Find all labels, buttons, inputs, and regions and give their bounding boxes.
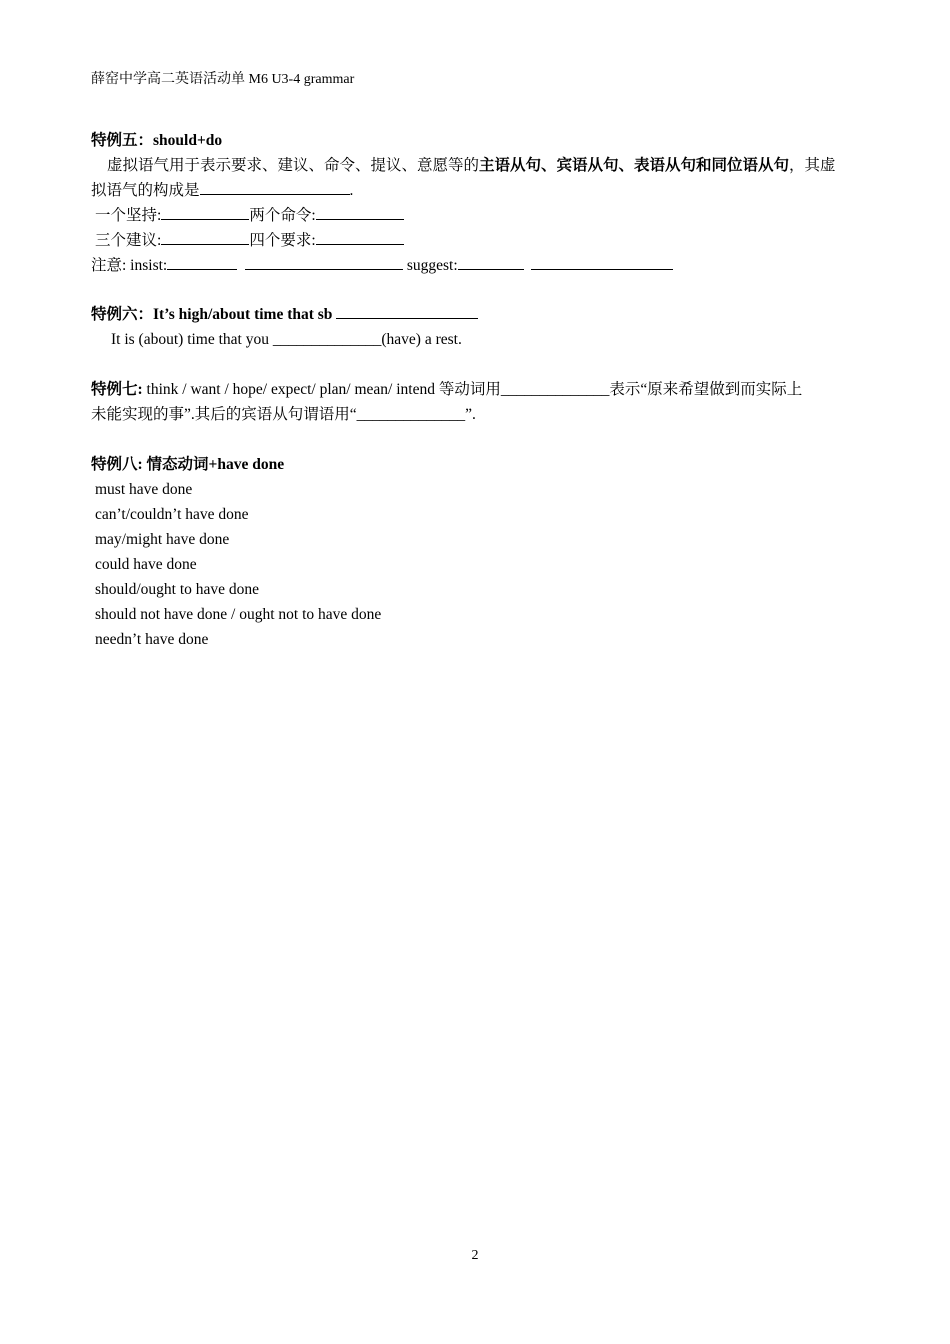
section-seven-text: 未能实现的事”.其后的宾语从句谓语用“ [91, 406, 357, 423]
section-six-title [91, 302, 861, 327]
list-item: could have done [95, 556, 197, 573]
page-header: 薛窑中学高二英语活动单 M6 U3-4 grammar [91, 72, 355, 87]
section-seven-text-end: 表示“原来希望做到而实际上 [609, 381, 803, 398]
list-item: may/might have done [95, 531, 230, 548]
paragraph-text-end: ，其虚 [789, 157, 836, 174]
label-suggest-count: 三个建议: [95, 232, 162, 249]
label-note-suggest: suggest: [406, 257, 458, 274]
example-text: It is (about) time that you [111, 331, 273, 348]
answer-blank[interactable] [161, 205, 249, 220]
paragraph-bold-text: 主语从句、宾语从句、表语从句和同位语从句 [479, 157, 790, 174]
list-item: should not have done / ought not to have done [95, 606, 382, 623]
section-seven [91, 377, 861, 427]
section-six-title-text: 特例六：It’s high/about time that sb [91, 306, 333, 323]
list-item: can’t/couldn’t have done [95, 506, 249, 523]
answer-blank[interactable] [531, 255, 673, 270]
answer-blank[interactable]: ______________ [356, 406, 466, 423]
answer-blank[interactable] [458, 255, 524, 270]
note-row [91, 253, 861, 278]
answer-blank[interactable] [161, 230, 249, 245]
answer-blank[interactable] [200, 180, 350, 195]
paragraph-text: 拟语气的构成是 [91, 182, 200, 199]
section-seven-title: 特例七: [91, 381, 143, 398]
section-five-paragraph-line2 [91, 178, 861, 203]
label-command-count: 两个命令: [249, 207, 316, 224]
label-insist-count: 一个坚持: [95, 207, 162, 224]
answer-blank[interactable] [245, 255, 403, 270]
section-five-paragraph-line1 [91, 153, 861, 178]
answer-blank[interactable] [336, 304, 478, 319]
section-seven-text: think / want / hope/ expect/ plan/ mean/ intend 等动词用 [142, 381, 501, 398]
section-seven-text-end: ”. [465, 406, 476, 423]
section-six-example [91, 327, 861, 352]
paragraph-text: 虚拟语气用于表示要求、建议、命令、提议、意愿等的 [107, 157, 480, 174]
answer-blank[interactable]: ______________ [272, 331, 382, 348]
answer-blank[interactable]: ______________ [500, 381, 610, 398]
section-seven-line1 [91, 377, 861, 402]
section-five-title [91, 128, 861, 153]
example-text-end: (have) a rest. [381, 331, 462, 348]
period: . [349, 182, 354, 199]
section-eight [91, 452, 861, 652]
answer-blank[interactable] [167, 255, 237, 270]
list-item: needn’t have done [95, 631, 209, 648]
answer-blank[interactable] [316, 205, 404, 220]
section-five-title-pattern: should+do [153, 132, 223, 149]
section-eight-title: 特例八: 情态动词+have done [91, 456, 285, 473]
label-note-insist: 注意: insist: [91, 257, 168, 274]
list-item: should/ought to have done [95, 581, 260, 598]
list-item: must have done [95, 481, 193, 498]
section-five-title-label: 特例五： [91, 132, 154, 149]
section-five [91, 128, 861, 278]
section-seven-line2 [91, 402, 861, 427]
suggest-row [91, 228, 861, 253]
insist-row [91, 203, 861, 228]
label-request-count: 四个要求: [249, 232, 316, 249]
answer-blank[interactable] [316, 230, 404, 245]
section-six [91, 302, 861, 352]
page-number: 2 [471, 1248, 479, 1263]
